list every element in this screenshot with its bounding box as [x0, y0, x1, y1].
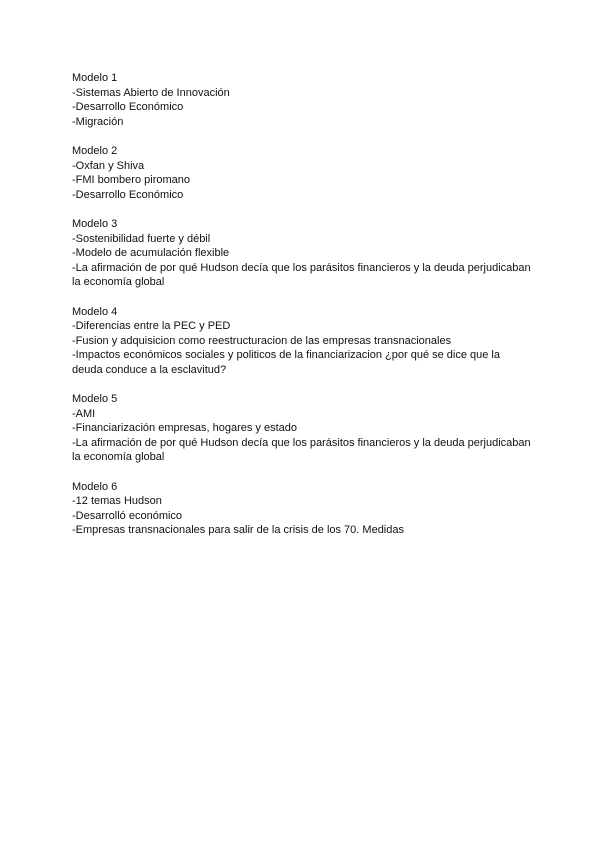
list-item: -Desarrollo Económico [72, 101, 184, 114]
list-item: -Fusion y adquisicion como reestructuracion de las empresas transnacionales [72, 334, 452, 347]
section-title: Modelo 4 [72, 305, 118, 318]
list-item: -AMI [72, 407, 96, 420]
section-title: Modelo 6 [72, 480, 118, 493]
list-item: -Impactos económicos sociales y politicos de la financiarizacion ¿por qué se dice que la deuda conduce a la esclavitud? [72, 349, 500, 376]
list-item: -Empresas transnacionales para salir de la crisis de los 70. Medidas [72, 524, 404, 537]
section-title: Modelo 5 [72, 393, 118, 406]
list-item: -Desarrolló económico [72, 509, 183, 522]
list-item: -Desarrollo Económico [72, 188, 184, 201]
section-title: Modelo 2 [72, 144, 118, 157]
section-modelo-6 [72, 480, 532, 538]
section-title: Modelo 1 [72, 72, 118, 84]
section-title: Modelo 3 [72, 217, 118, 230]
list-item: -Financiarización empresas, hogares y estado [72, 422, 298, 435]
list-item: -Modelo de acumulación flexible [72, 247, 230, 260]
section-modelo-2 [72, 144, 532, 202]
section-modelo-1 [72, 71, 532, 129]
list-item: -FMI bombero piromano [72, 174, 190, 187]
list-item: -Diferencias entre la PEC y PED [72, 320, 231, 333]
list-item: -12 temas Hudson [72, 495, 162, 508]
list-item: -Sistemas Abierto de Innovación [72, 86, 230, 99]
list-item: -La afirmación de por qué Hudson decía que los parásitos financieros y la deuda perjudicaban la economía global [72, 436, 531, 464]
section-modelo-4 [72, 305, 532, 378]
list-item: -Oxfan y Shiva [72, 159, 145, 172]
section-modelo-3 [72, 217, 532, 290]
list-item: -Migración [72, 115, 124, 128]
list-item: -La afirmación de por qué Hudson decía que los parásitos financieros y la deuda perjudicaban la economía global [72, 261, 531, 289]
document-content [72, 71, 532, 553]
list-item: -Sostenibilidad fuerte y débil [72, 232, 211, 245]
section-modelo-5 [72, 392, 532, 465]
